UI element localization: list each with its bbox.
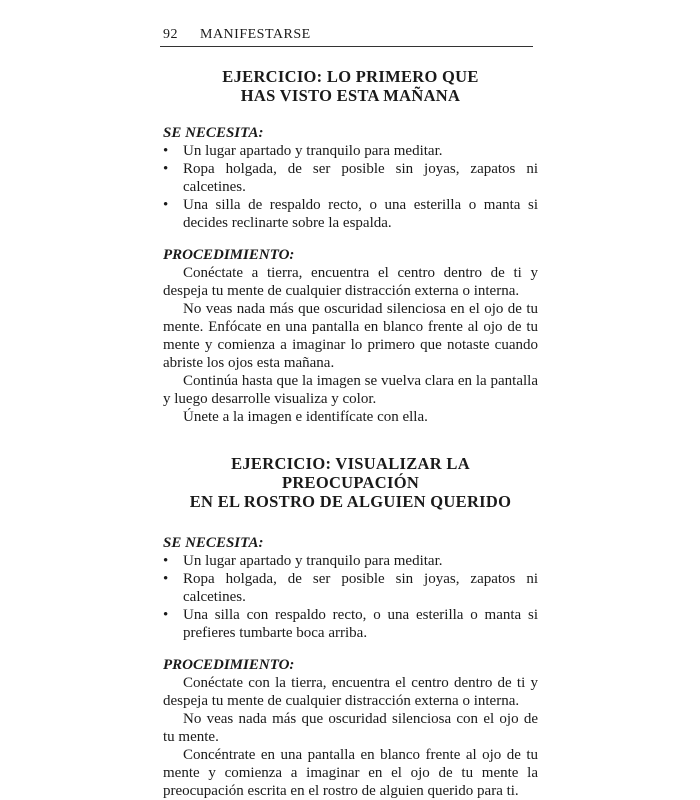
exercise-2-procedure-label: PROCEDIMIENTO: <box>163 657 295 673</box>
exercise-2-procedure-paragraph: No veas nada más que oscuridad silenciosa con el ojo de tu mente. <box>163 711 538 745</box>
bullet-icon: • <box>163 571 169 587</box>
exercise-2-title <box>163 454 538 511</box>
exercise-1-procedure-paragraph: Únete a la imagen e identifícate con ella. <box>183 409 428 425</box>
bullet-icon: • <box>163 161 169 177</box>
exercise-2-procedure-paragraph: Conéctate con la tierra, encuentra el centro dentro de ti y despeja tu mente de cualquier distracción externa o interna. <box>163 675 538 709</box>
exercise-1-procedure-label: PROCEDIMIENTO: <box>163 247 295 263</box>
list-item <box>163 606 538 642</box>
exercise-1-procedure-paragraph: No veas nada más que oscuridad silenciosa en el ojo de tu mente. Enfócate en una pantalla en blanco frente al ojo de tu mente y comienza a imaginar lo primero que notaste cuando abriste los ojos esta mañana. <box>163 301 538 371</box>
list-item-text: Ropa holgada, de ser posible sin joyas, zapatos ni calcetines. <box>183 161 538 195</box>
exercise-1-title-line-1: EJERCICIO: LO PRIMERO QUE <box>222 67 479 86</box>
exercise-1-needs-label: SE NECESITA: <box>163 125 264 141</box>
bullet-icon: • <box>163 607 169 623</box>
page-number: 92 <box>163 27 178 42</box>
header-rule <box>160 46 533 47</box>
exercise-2-needs-list <box>163 552 538 642</box>
exercise-2-procedure-paragraph: Concéntrate en una pantalla en blanco frente al ojo de tu mente y comienza a imaginar en el ojo de tu mente la preocupación escrita en el rostro de alguien querido para ti. <box>163 747 538 799</box>
list-item-text: Una silla de respaldo recto, o una esterilla o manta si decides reclinarte sobre la espalda. <box>183 197 538 231</box>
bullet-icon: • <box>163 143 169 159</box>
exercise-1-procedure-paragraph: Continúa hasta que la imagen se vuelva clara en la pantalla y luego desarrolle visualiza y color. <box>163 373 538 407</box>
list-item <box>163 196 538 232</box>
list-item-text: Una silla con respaldo recto, o una esterilla o manta si prefieres tumbarte boca arriba. <box>183 607 538 641</box>
exercise-2-title-line-2: EN EL ROSTRO DE ALGUIEN QUERIDO <box>189 492 512 511</box>
list-item <box>163 570 538 606</box>
exercise-1-title <box>163 67 538 105</box>
bullet-icon: • <box>163 197 169 213</box>
exercise-2-needs-label: SE NECESITA: <box>163 535 264 551</box>
list-item <box>163 552 538 570</box>
book-title: MANIFESTARSE <box>200 27 311 42</box>
page-content <box>163 60 538 800</box>
list-item <box>163 142 538 160</box>
list-item-text: Un lugar apartado y tranquilo para meditar. <box>183 143 443 159</box>
list-item <box>163 160 538 196</box>
exercise-1-title-line-2: HAS VISTO ESTA MAÑANA <box>240 86 461 105</box>
exercise-1-procedure-paragraph: Conéctate a tierra, encuentra el centro dentro de ti y despeja tu mente de cualquier distracción externa o interna. <box>163 265 538 299</box>
running-head <box>163 27 311 43</box>
exercise-2-title-line-1: EJERCICIO: VISUALIZAR LA PREOCUPACIÓN <box>231 454 470 492</box>
list-item-text: Ropa holgada, de ser posible sin joyas, zapatos ni calcetines. <box>183 571 538 605</box>
bullet-icon: • <box>163 553 169 569</box>
list-item-text: Un lugar apartado y tranquilo para meditar. <box>183 553 443 569</box>
exercise-1-needs-list <box>163 142 538 232</box>
